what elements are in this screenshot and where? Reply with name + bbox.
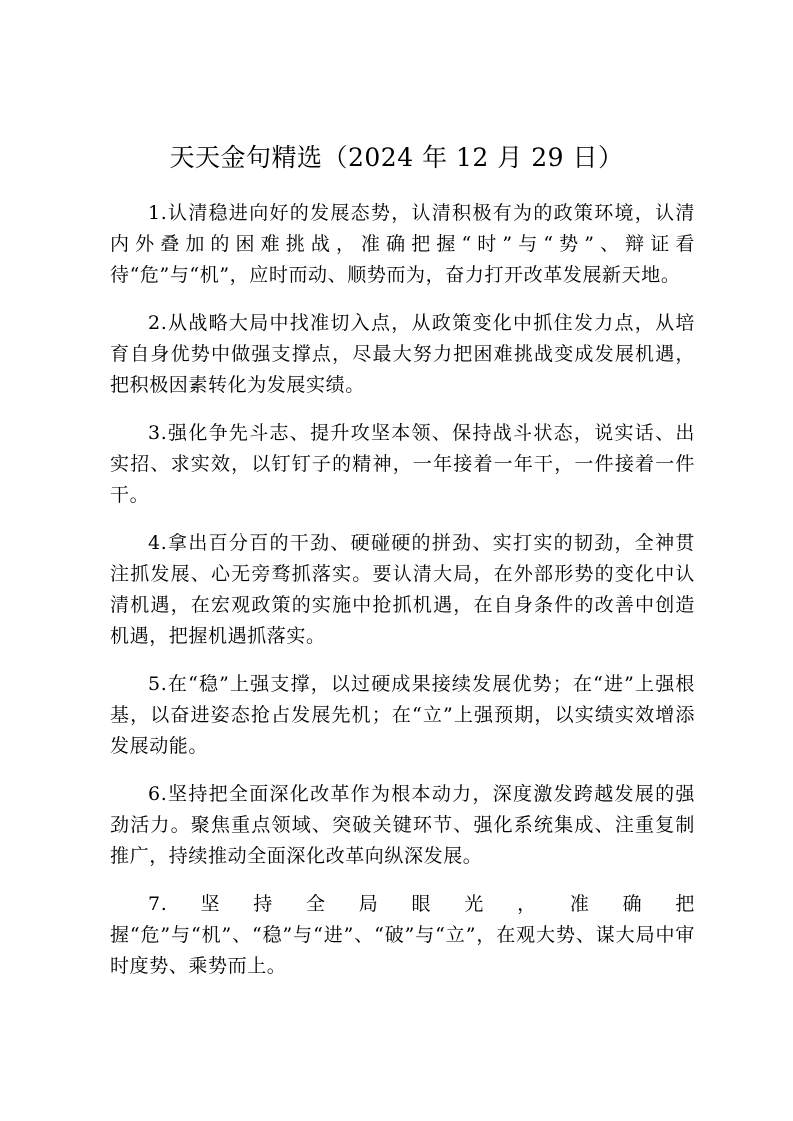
quote-list xyxy=(110,198,695,999)
quote-paragraph-3: 3.强化争先斗志、提升攻坚本领、保持战斗状态，说实话、出实招、求实效，以钉钉子的精神，一年接着一年干，一件接着一件干。 xyxy=(110,422,695,506)
quote-paragraph-1: 1.认清稳进向好的发展态势，认清积极有为的政策环境，认清内外叠加的困难挑战，准确把握“时”与“势”、辩证看待“危”与“机”，应时而动、顺势而为，奋力打开改革发展新天地。 xyxy=(110,202,695,286)
quote-paragraph-6: 6.坚持把全面深化改革作为根本动力，深度激发跨越发展的强劲活力。聚焦重点领域、突破关键环节、强化系统集成、注重复制推广，持续推动全面深化改革向纵深发展。 xyxy=(110,783,695,867)
quote-paragraph-5: 5.在“稳”上强支撑，以过硬成果接续发展优势；在“进”上强根基，以奋进姿态抢占发展先机；在“立”上强预期，以实绩实效增添发展动能。 xyxy=(110,673,695,757)
quote-paragraph-2: 2.从战略大局中找准切入点，从政策变化中抓住发力点，从培育自身优势中做强支撑点，尽最大努力把困难挑战变成发展机遇，把积极因素转化为发展实绩。 xyxy=(110,312,695,396)
page-title: 天天金句精选（2024 年 12 月 29 日） xyxy=(169,143,624,172)
quote-paragraph-4: 4.拿出百分百的干劲、硬碰硬的拼劲、实打实的韧劲，全神贯注抓发展、心无旁骛抓落实。要认清大局，在外部形势的变化中认清机遇，在宏观政策的实施中抢抓机遇，在自身条件的改善中创造机遇，把握机遇抓落实。 xyxy=(110,532,695,647)
quote-paragraph-7: 7.坚持全局眼光，准确把握“危”与“机”、“稳”与“进”、“破”与“立”，在观大势、谋大局中审时度势、乘势而上。 xyxy=(110,893,695,977)
